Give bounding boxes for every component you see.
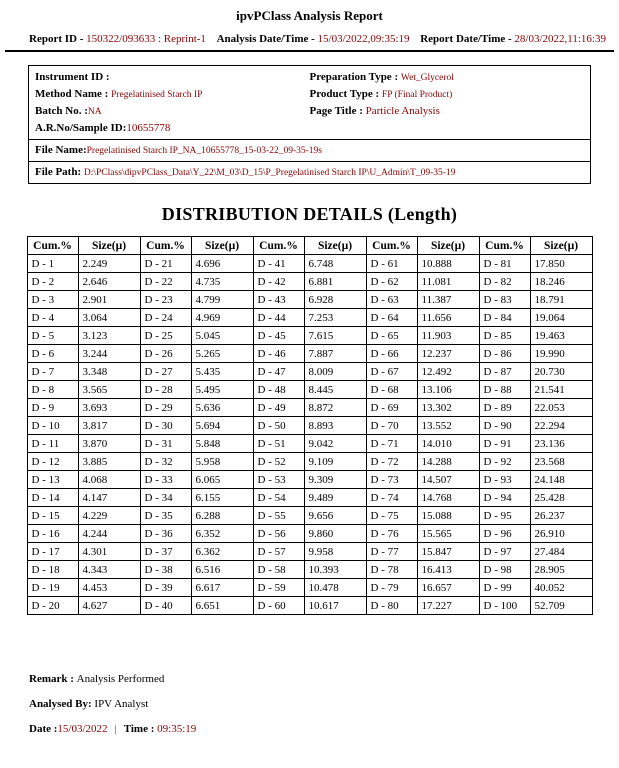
report-id-value: 150322/093633 : Reprint-1 (86, 33, 206, 45)
size-value-cell: 3.870 (78, 435, 140, 453)
distribution-body (27, 255, 592, 615)
analysed-by-value: IPV Analyst (94, 698, 149, 710)
col-header-cum-percent: Cum.% (479, 237, 530, 255)
percentile-label-cell: D - 69 (366, 399, 417, 417)
percentile-label-cell: D - 75 (366, 507, 417, 525)
size-value-cell: 8.872 (304, 399, 366, 417)
sample-id-label: A.R.No/Sample ID: (35, 122, 127, 134)
percentile-label-cell: D - 19 (27, 579, 78, 597)
percentile-label-cell: D - 100 (479, 597, 530, 615)
time-value: 09:35:19 (157, 723, 197, 735)
size-value-cell: 5.848 (191, 435, 253, 453)
percentile-label-cell: D - 6 (27, 345, 78, 363)
size-value-cell: 5.636 (191, 399, 253, 417)
percentile-label-cell: D - 98 (479, 561, 530, 579)
percentile-label-cell: D - 80 (366, 597, 417, 615)
size-value-cell: 25.428 (530, 489, 592, 507)
percentile-label-cell: D - 78 (366, 561, 417, 579)
table-row (27, 363, 592, 381)
date-time-row (29, 723, 619, 735)
distribution-section-title: DISTRIBUTION DETAILS (Length) (161, 204, 458, 224)
percentile-label-cell: D - 16 (27, 525, 78, 543)
table-row (27, 417, 592, 435)
size-value-cell: 4.301 (78, 543, 140, 561)
percentile-label-cell: D - 18 (27, 561, 78, 579)
percentile-label-cell: D - 90 (479, 417, 530, 435)
size-value-cell: 4.343 (78, 561, 140, 579)
size-value-cell: 17.227 (417, 597, 479, 615)
col-header-cum-percent: Cum.% (366, 237, 417, 255)
report-datetime-label: Report Date/Time - (420, 33, 515, 45)
size-value-cell: 6.288 (191, 507, 253, 525)
batch-no-label: Batch No. : (35, 105, 88, 117)
percentile-label-cell: D - 76 (366, 525, 417, 543)
size-value-cell: 6.928 (304, 291, 366, 309)
table-row (27, 543, 592, 561)
size-value-cell: 19.990 (530, 345, 592, 363)
table-row (27, 255, 592, 273)
percentile-label-cell: D - 1 (27, 255, 78, 273)
size-value-cell: 16.413 (417, 561, 479, 579)
percentile-label-cell: D - 49 (253, 399, 304, 417)
percentile-label-cell: D - 87 (479, 363, 530, 381)
analysis-datetime-label: Analysis Date/Time - (216, 33, 318, 45)
percentile-label-cell: D - 99 (479, 579, 530, 597)
size-value-cell: 7.887 (304, 345, 366, 363)
preparation-type-row (310, 70, 585, 86)
percentile-label-cell: D - 28 (140, 381, 191, 399)
report-datetime-value: 28/03/2022,11:16:39 (514, 33, 606, 45)
percentile-label-cell: D - 26 (140, 345, 191, 363)
sample-info-right (310, 70, 585, 137)
product-type-value: FP (Final Product) (381, 90, 453, 100)
size-value-cell: 6.651 (191, 597, 253, 615)
instrument-id-label: Instrument ID : (35, 71, 110, 83)
size-value-cell: 10.888 (417, 255, 479, 273)
percentile-label-cell: D - 35 (140, 507, 191, 525)
percentile-label-cell: D - 3 (27, 291, 78, 309)
percentile-label-cell: D - 44 (253, 309, 304, 327)
size-value-cell: 3.565 (78, 381, 140, 399)
sample-id-value: 10655778 (126, 122, 171, 134)
percentile-label-cell: D - 29 (140, 399, 191, 417)
remark-label: Remark : (29, 673, 77, 685)
time-label: Time : (123, 723, 158, 735)
table-row (27, 525, 592, 543)
percentile-label-cell: D - 73 (366, 471, 417, 489)
percentile-label-cell: D - 17 (27, 543, 78, 561)
percentile-label-cell: D - 42 (253, 273, 304, 291)
percentile-label-cell: D - 53 (253, 471, 304, 489)
percentile-label-cell: D - 74 (366, 489, 417, 507)
size-value-cell: 8.893 (304, 417, 366, 435)
remark-row (29, 673, 619, 685)
percentile-label-cell: D - 4 (27, 309, 78, 327)
size-value-cell: 24.148 (530, 471, 592, 489)
percentile-label-cell: D - 83 (479, 291, 530, 309)
col-header-size-micron: Size(µ) (417, 237, 479, 255)
sample-info-left (35, 70, 310, 137)
size-value-cell: 6.155 (191, 489, 253, 507)
table-row (27, 561, 592, 579)
percentile-label-cell: D - 71 (366, 435, 417, 453)
table-row (27, 453, 592, 471)
size-value-cell: 12.237 (417, 345, 479, 363)
percentile-label-cell: D - 37 (140, 543, 191, 561)
percentile-label-cell: D - 13 (27, 471, 78, 489)
report-title: ipvPClass Analysis Report (236, 8, 383, 23)
size-value-cell: 5.495 (191, 381, 253, 399)
size-value-cell: 5.265 (191, 345, 253, 363)
size-value-cell: 11.387 (417, 291, 479, 309)
page-title-value: Particle Analysis (365, 105, 440, 117)
size-value-cell: 10.393 (304, 561, 366, 579)
size-value-cell: 6.516 (191, 561, 253, 579)
size-value-cell: 6.065 (191, 471, 253, 489)
percentile-label-cell: D - 70 (366, 417, 417, 435)
method-name-row (35, 87, 310, 103)
col-header-cum-percent: Cum.% (27, 237, 78, 255)
date-time-separator: | (114, 723, 117, 735)
percentile-label-cell: D - 93 (479, 471, 530, 489)
percentile-label-cell: D - 20 (27, 597, 78, 615)
size-value-cell: 9.860 (304, 525, 366, 543)
size-value-cell: 4.799 (191, 291, 253, 309)
percentile-label-cell: D - 11 (27, 435, 78, 453)
size-value-cell: 4.229 (78, 507, 140, 525)
percentile-label-cell: D - 48 (253, 381, 304, 399)
size-value-cell: 5.435 (191, 363, 253, 381)
size-value-cell: 9.042 (304, 435, 366, 453)
size-value-cell: 5.958 (191, 453, 253, 471)
percentile-label-cell: D - 60 (253, 597, 304, 615)
size-value-cell: 14.288 (417, 453, 479, 471)
percentile-label-cell: D - 52 (253, 453, 304, 471)
table-row (27, 471, 592, 489)
table-row (27, 291, 592, 309)
size-value-cell: 27.484 (530, 543, 592, 561)
size-value-cell: 23.136 (530, 435, 592, 453)
percentile-label-cell: D - 96 (479, 525, 530, 543)
size-value-cell: 4.147 (78, 489, 140, 507)
percentile-label-cell: D - 65 (366, 327, 417, 345)
size-value-cell: 15.847 (417, 543, 479, 561)
size-value-cell: 9.309 (304, 471, 366, 489)
size-value-cell: 22.294 (530, 417, 592, 435)
percentile-label-cell: D - 12 (27, 453, 78, 471)
percentile-label-cell: D - 66 (366, 345, 417, 363)
size-value-cell: 13.552 (417, 417, 479, 435)
percentile-label-cell: D - 23 (140, 291, 191, 309)
percentile-label-cell: D - 40 (140, 597, 191, 615)
percentile-label-cell: D - 22 (140, 273, 191, 291)
file-name-label: File Name: (35, 144, 87, 156)
size-value-cell: 19.463 (530, 327, 592, 345)
percentile-label-cell: D - 61 (366, 255, 417, 273)
size-value-cell: 3.064 (78, 309, 140, 327)
percentile-label-cell: D - 46 (253, 345, 304, 363)
percentile-label-cell: D - 77 (366, 543, 417, 561)
col-header-size-micron: Size(µ) (191, 237, 253, 255)
percentile-label-cell: D - 56 (253, 525, 304, 543)
col-header-cum-percent: Cum.% (140, 237, 191, 255)
sample-info-box (28, 65, 591, 184)
size-value-cell: 9.109 (304, 453, 366, 471)
percentile-label-cell: D - 21 (140, 255, 191, 273)
size-value-cell: 4.696 (191, 255, 253, 273)
percentile-label-cell: D - 41 (253, 255, 304, 273)
percentile-label-cell: D - 15 (27, 507, 78, 525)
size-value-cell: 2.646 (78, 273, 140, 291)
file-path-row (29, 161, 590, 183)
report-id-label: Report ID - (29, 33, 87, 45)
table-row (27, 273, 592, 291)
size-value-cell: 10.478 (304, 579, 366, 597)
percentile-label-cell: D - 24 (140, 309, 191, 327)
size-value-cell: 3.693 (78, 399, 140, 417)
batch-no-row (35, 104, 310, 120)
analysed-by-label: Analysed By: (29, 698, 95, 710)
size-value-cell: 23.568 (530, 453, 592, 471)
size-value-cell: 5.694 (191, 417, 253, 435)
percentile-label-cell: D - 8 (27, 381, 78, 399)
table-row (27, 489, 592, 507)
file-path-label: File Path: (35, 166, 84, 178)
percentile-label-cell: D - 32 (140, 453, 191, 471)
percentile-label-cell: D - 91 (479, 435, 530, 453)
report-datetime (420, 33, 606, 45)
size-value-cell: 2.249 (78, 255, 140, 273)
batch-no-value: NA (87, 107, 102, 117)
size-value-cell: 3.123 (78, 327, 140, 345)
size-value-cell: 9.656 (304, 507, 366, 525)
percentile-label-cell: D - 85 (479, 327, 530, 345)
percentile-label-cell: D - 33 (140, 471, 191, 489)
size-value-cell: 4.735 (191, 273, 253, 291)
size-value-cell: 10.617 (304, 597, 366, 615)
col-header-cum-percent: Cum.% (253, 237, 304, 255)
size-value-cell: 7.615 (304, 327, 366, 345)
percentile-label-cell: D - 81 (479, 255, 530, 273)
percentile-label-cell: D - 88 (479, 381, 530, 399)
percentile-label-cell: D - 9 (27, 399, 78, 417)
percentile-label-cell: D - 10 (27, 417, 78, 435)
size-value-cell: 19.064 (530, 309, 592, 327)
sample-id-row (35, 121, 310, 136)
col-header-size-micron: Size(µ) (304, 237, 366, 255)
size-value-cell: 3.817 (78, 417, 140, 435)
size-value-cell: 3.244 (78, 345, 140, 363)
size-value-cell: 9.958 (304, 543, 366, 561)
size-value-cell: 12.492 (417, 363, 479, 381)
instrument-id-row (35, 70, 310, 86)
size-value-cell: 17.850 (530, 255, 592, 273)
percentile-label-cell: D - 43 (253, 291, 304, 309)
analysis-datetime-value: 15/03/2022,09:35:19 (317, 33, 410, 45)
percentile-label-cell: D - 36 (140, 525, 191, 543)
size-value-cell: 22.053 (530, 399, 592, 417)
size-value-cell: 15.565 (417, 525, 479, 543)
size-value-cell: 5.045 (191, 327, 253, 345)
size-value-cell: 26.910 (530, 525, 592, 543)
percentile-label-cell: D - 89 (479, 399, 530, 417)
percentile-label-cell: D - 51 (253, 435, 304, 453)
size-value-cell: 18.246 (530, 273, 592, 291)
size-value-cell: 3.348 (78, 363, 140, 381)
percentile-label-cell: D - 64 (366, 309, 417, 327)
percentile-label-cell: D - 57 (253, 543, 304, 561)
percentile-label-cell: D - 95 (479, 507, 530, 525)
percentile-label-cell: D - 14 (27, 489, 78, 507)
percentile-label-cell: D - 58 (253, 561, 304, 579)
percentile-label-cell: D - 55 (253, 507, 304, 525)
file-path-value: D:\PClass\dipvPClass_Data\Y_22\M_03\D_15\P_Pregelatinised Starch IP\U_Admin\T_09-35-19 (83, 168, 456, 178)
report-footer (29, 673, 619, 735)
file-name-value: Pregelatinised Starch IP_NA_10655778_15-03-22_09-35-19s (86, 146, 322, 156)
size-value-cell: 8.009 (304, 363, 366, 381)
size-value-cell: 26.237 (530, 507, 592, 525)
size-value-cell: 6.362 (191, 543, 253, 561)
percentile-label-cell: D - 94 (479, 489, 530, 507)
percentile-label-cell: D - 31 (140, 435, 191, 453)
percentile-label-cell: D - 84 (479, 309, 530, 327)
percentile-label-cell: D - 5 (27, 327, 78, 345)
size-value-cell: 28.905 (530, 561, 592, 579)
size-value-cell: 11.903 (417, 327, 479, 345)
size-value-cell: 52.709 (530, 597, 592, 615)
size-value-cell: 3.885 (78, 453, 140, 471)
table-row (27, 597, 592, 615)
percentile-label-cell: D - 2 (27, 273, 78, 291)
size-value-cell: 14.507 (417, 471, 479, 489)
product-type-row (310, 87, 585, 103)
size-value-cell: 15.088 (417, 507, 479, 525)
col-header-size-micron: Size(µ) (78, 237, 140, 255)
size-value-cell: 8.445 (304, 381, 366, 399)
percentile-label-cell: D - 27 (140, 363, 191, 381)
size-value-cell: 6.748 (304, 255, 366, 273)
table-row (27, 345, 592, 363)
size-value-cell: 14.010 (417, 435, 479, 453)
preparation-type-label: Preparation Type : (309, 71, 401, 83)
size-value-cell: 11.081 (417, 273, 479, 291)
remark-value: Analysis Performed (76, 673, 165, 685)
file-name-row (29, 139, 590, 161)
col-header-size-micron: Size(µ) (530, 237, 592, 255)
percentile-label-cell: D - 63 (366, 291, 417, 309)
table-row (27, 507, 592, 525)
analysed-by-row (29, 698, 619, 710)
table-row (27, 327, 592, 345)
size-value-cell: 4.453 (78, 579, 140, 597)
size-value-cell: 6.352 (191, 525, 253, 543)
percentile-label-cell: D - 62 (366, 273, 417, 291)
size-value-cell: 4.244 (78, 525, 140, 543)
size-value-cell: 40.052 (530, 579, 592, 597)
size-value-cell: 6.881 (304, 273, 366, 291)
preparation-type-value: Wet_Glycerol (400, 73, 454, 83)
size-value-cell: 4.627 (78, 597, 140, 615)
size-value-cell: 11.656 (417, 309, 479, 327)
analysis-datetime (217, 33, 410, 45)
header-divider (5, 50, 614, 52)
percentile-label-cell: D - 50 (253, 417, 304, 435)
percentile-label-cell: D - 92 (479, 453, 530, 471)
percentile-label-cell: D - 79 (366, 579, 417, 597)
product-type-label: Product Type : (309, 88, 382, 100)
percentile-label-cell: D - 38 (140, 561, 191, 579)
percentile-label-cell: D - 86 (479, 345, 530, 363)
percentile-label-cell: D - 68 (366, 381, 417, 399)
percentile-label-cell: D - 67 (366, 363, 417, 381)
size-value-cell: 16.657 (417, 579, 479, 597)
percentile-label-cell: D - 47 (253, 363, 304, 381)
table-row (27, 435, 592, 453)
percentile-label-cell: D - 30 (140, 417, 191, 435)
percentile-label-cell: D - 72 (366, 453, 417, 471)
report-id (29, 33, 206, 45)
report-meta-row (0, 33, 619, 45)
method-name-label: Method Name : (35, 88, 112, 100)
table-row (27, 579, 592, 597)
distribution-header-row (27, 237, 592, 255)
size-value-cell: 20.730 (530, 363, 592, 381)
size-value-cell: 13.302 (417, 399, 479, 417)
percentile-label-cell: D - 25 (140, 327, 191, 345)
percentile-label-cell: D - 34 (140, 489, 191, 507)
page-title-label: Page Title : (309, 105, 366, 117)
table-row (27, 381, 592, 399)
percentile-label-cell: D - 82 (479, 273, 530, 291)
distribution-table (27, 236, 593, 615)
percentile-label-cell: D - 97 (479, 543, 530, 561)
sample-info-main (29, 66, 590, 139)
size-value-cell: 9.489 (304, 489, 366, 507)
percentile-label-cell: D - 7 (27, 363, 78, 381)
date-label: Date : (29, 723, 58, 735)
size-value-cell: 4.969 (191, 309, 253, 327)
size-value-cell: 13.106 (417, 381, 479, 399)
size-value-cell: 14.768 (417, 489, 479, 507)
size-value-cell: 6.617 (191, 579, 253, 597)
size-value-cell: 21.541 (530, 381, 592, 399)
size-value-cell: 18.791 (530, 291, 592, 309)
percentile-label-cell: D - 45 (253, 327, 304, 345)
percentile-label-cell: D - 39 (140, 579, 191, 597)
size-value-cell: 4.068 (78, 471, 140, 489)
percentile-label-cell: D - 59 (253, 579, 304, 597)
method-name-value: Pregelatinised Starch IP (111, 90, 203, 100)
date-value: 15/03/2022 (57, 723, 108, 735)
table-row (27, 399, 592, 417)
table-row (27, 309, 592, 327)
page-title-row (310, 104, 585, 119)
percentile-label-cell: D - 54 (253, 489, 304, 507)
size-value-cell: 7.253 (304, 309, 366, 327)
size-value-cell: 2.901 (78, 291, 140, 309)
